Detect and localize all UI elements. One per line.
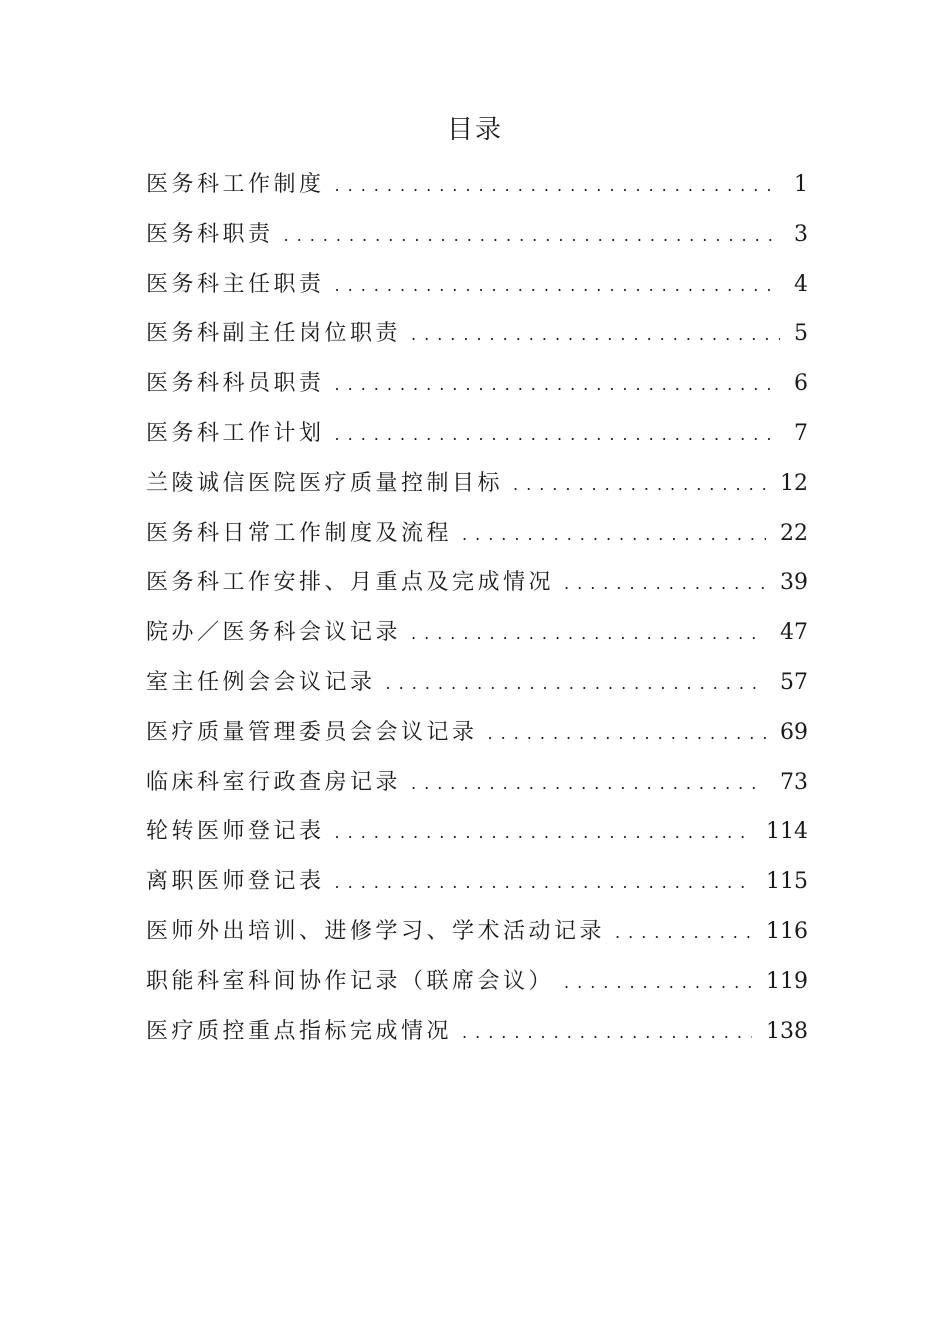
toc-entry-page: 69 <box>780 719 808 745</box>
toc-entry[interactable] <box>146 409 808 459</box>
toc-entry-page: 73 <box>780 769 808 795</box>
toc-entry-label: 医疗质控重点指标完成情况 <box>146 1018 453 1044</box>
toc-leader-dots <box>411 609 766 659</box>
toc-entry[interactable] <box>146 210 808 260</box>
toc-title: 目录 <box>446 115 503 145</box>
toc-entry-page: 4 <box>794 271 808 297</box>
toc-leader-dots <box>411 759 766 809</box>
toc-leader-dots <box>564 559 766 609</box>
toc-leader-dots <box>335 808 752 858</box>
toc-leader-dots <box>462 1008 752 1058</box>
toc-leader-dots <box>411 310 780 360</box>
toc-entry[interactable] <box>146 807 808 857</box>
toc-entry[interactable] <box>146 1007 808 1057</box>
toc-entry-label: 医疗质量管理委员会会议记录 <box>146 719 478 745</box>
toc-entry-page: 47 <box>780 620 808 646</box>
toc-leader-dots <box>386 659 766 709</box>
toc-entry[interactable] <box>146 907 808 957</box>
toc-leader-dots <box>462 510 766 560</box>
toc-entry-page: 57 <box>780 669 808 695</box>
toc-leader-dots <box>335 410 780 460</box>
toc-entry-page: 22 <box>780 520 808 546</box>
toc-entry-page: 1 <box>794 172 808 197</box>
toc-entry[interactable] <box>146 459 808 509</box>
toc-entry-page: 119 <box>766 968 808 994</box>
toc-entry-page: 39 <box>780 570 808 596</box>
toc-entry-label: 医务科主任职责 <box>146 271 325 297</box>
toc-leader-dots <box>284 211 780 261</box>
toc-entry[interactable] <box>146 957 808 1007</box>
toc-leader-dots <box>513 460 766 510</box>
toc-entry-page: 138 <box>766 1018 808 1044</box>
toc-entry-page: 7 <box>794 420 808 446</box>
toc-entry-label: 医务科职责 <box>146 221 274 247</box>
toc-entry-label: 医务科工作制度 <box>146 172 325 197</box>
toc-list <box>146 160 808 1056</box>
toc-entry-label: 兰陵诚信医院医疗质量控制目标 <box>146 470 504 496</box>
toc-entry-label: 医务科科员职责 <box>146 371 325 397</box>
toc-entry-label: 医师外出培训、进修学习、学术活动记录 <box>146 918 606 944</box>
toc-entry-page: 3 <box>794 221 808 247</box>
toc-entry[interactable] <box>146 857 808 907</box>
toc-leader-dots <box>335 360 780 410</box>
toc-entry-page: 12 <box>780 470 808 496</box>
toc-entry-label: 临床科室行政查房记录 <box>146 769 402 795</box>
toc-entry[interactable] <box>146 608 808 658</box>
toc-entry-page: 6 <box>794 371 808 397</box>
toc-entry-label: 医务科副主任岗位职责 <box>146 321 402 347</box>
toc-entry[interactable] <box>146 558 808 608</box>
toc-entry-label: 医务科工作安排、月重点及完成情况 <box>146 570 555 596</box>
toc-entry[interactable] <box>146 260 808 310</box>
toc-leader-dots <box>564 958 752 1008</box>
toc-entry-page: 116 <box>766 918 808 944</box>
toc-leader-dots <box>615 908 752 958</box>
toc-entry-page: 115 <box>766 869 808 895</box>
toc-leader-dots <box>488 709 766 759</box>
toc-entry-page: 5 <box>794 321 808 347</box>
toc-leader-dots <box>335 858 752 908</box>
toc-entry-page: 114 <box>766 819 808 845</box>
toc-entry[interactable] <box>146 359 808 409</box>
toc-entry[interactable] <box>146 658 808 708</box>
toc-leader-dots <box>335 261 780 311</box>
toc-entry-label: 院办／医务科会议记录 <box>146 620 402 646</box>
toc-entry-label: 职能科室科间协作记录（联席会议） <box>146 968 555 994</box>
toc-entry-label: 离职医师登记表 <box>146 869 325 895</box>
toc-entry-label: 医务科日常工作制度及流程 <box>146 520 453 546</box>
toc-entry-label: 医务科工作计划 <box>146 420 325 446</box>
toc-entry[interactable] <box>146 708 808 758</box>
toc-entry[interactable] <box>146 309 808 359</box>
toc-leader-dots <box>335 161 780 211</box>
toc-entry[interactable] <box>146 160 808 210</box>
toc-entry-label: 室主任例会会议记录 <box>146 669 376 695</box>
toc-entry[interactable] <box>146 509 808 559</box>
toc-entry-label: 轮转医师登记表 <box>146 819 325 845</box>
toc-entry[interactable] <box>146 758 808 808</box>
